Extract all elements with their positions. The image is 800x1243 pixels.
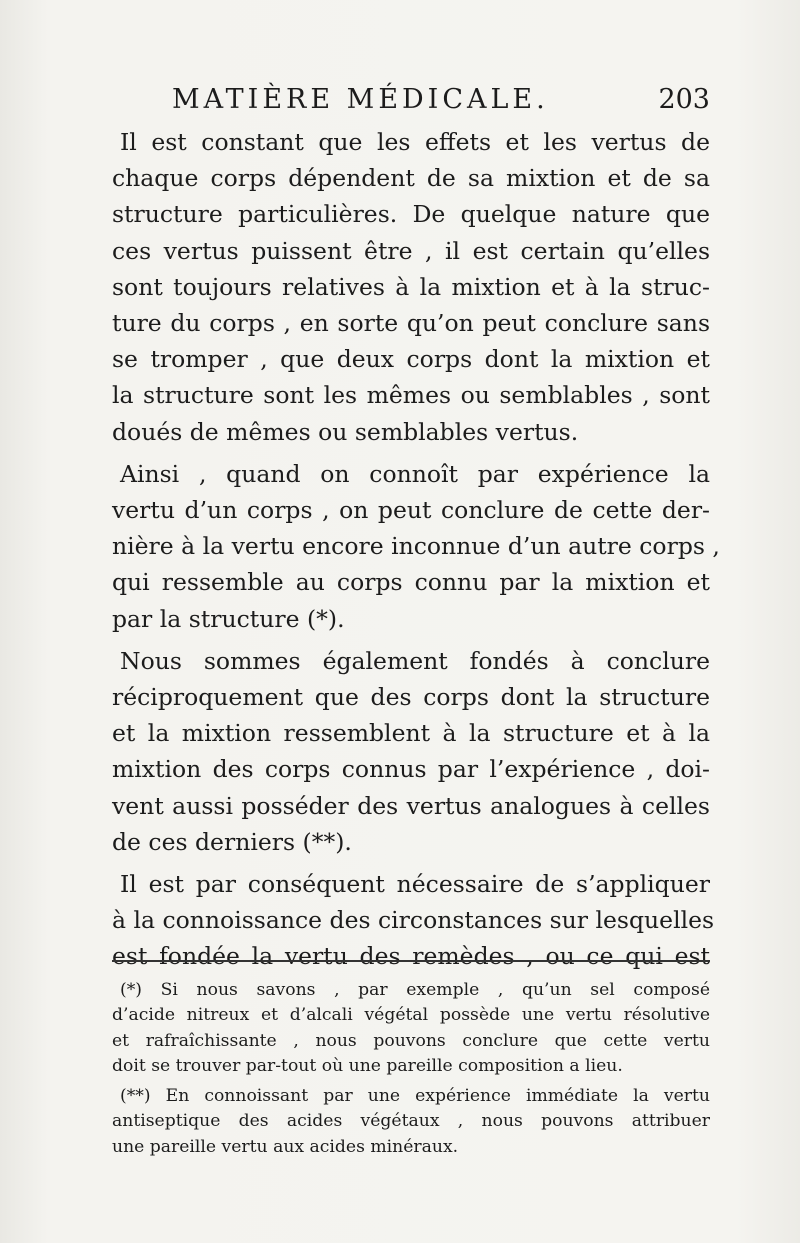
text-line: de ces derniers (**). (112, 827, 352, 856)
text-line: structure particulières. De quelque nature que (112, 200, 710, 229)
text-line: Il est constant que les effets et les vertus de (120, 128, 710, 156)
text-line: doués de mêmes ou semblables vertus. (112, 417, 579, 446)
footnote-line: antiseptique des acides végétaux , nous pouvons attribuer (112, 1111, 710, 1132)
footnote-line: (**) En connoissant par une expérience immédiate la vertu (120, 1086, 710, 1107)
main-text (112, 124, 720, 981)
footnote-line: une pareille vertu aux acides minéraux. (112, 1136, 459, 1157)
text-line: sont toujours relatives à la mixtion et à la struc- (112, 272, 710, 301)
text-line: se tromper , que deux corps dont la mixtion et (112, 345, 710, 374)
paragraph-4 (112, 866, 715, 975)
text-line: chaque corps dépendent de sa mixtion et de sa (112, 164, 710, 193)
text-line: ces vertus puissent être , il est certain qu’elles (112, 236, 710, 265)
text-line: à la connoissance des circonstances sur lesquelles (112, 906, 715, 935)
paragraph-3 (112, 643, 710, 860)
text-line: et la mixtion ressemblent à la structure et à la (112, 719, 710, 748)
footnote-rule (112, 960, 710, 962)
text-line: Ainsi , quand on connoît par expérience la (120, 459, 710, 488)
text-line: vertu d’un corps , on peut conclure de cette der- (112, 496, 710, 525)
text-line: ture du corps , en sorte qu’on peut conclure sans (112, 309, 710, 338)
paragraph-2 (112, 456, 720, 637)
text-line: mixtion des corps connus par l’expérience , doi- (112, 755, 710, 784)
text-line: Nous sommes également fondés à conclure (120, 646, 710, 675)
footnote-line: et rafraîchissante , nous pouvons conclure que cette vertu (112, 1030, 710, 1051)
footnote-line: (*) Si nous savons , par exemple , qu’un sel composé (120, 980, 710, 1000)
text-line: par la structure (*). (112, 604, 345, 633)
footnote-line: d’acide nitreux et d’alcali végétal possède une vertu résolutive (112, 1005, 710, 1026)
page-header (112, 84, 710, 124)
text-line: Il est par conséquent nécessaire de s’appliquer (120, 870, 710, 899)
text-line: vent aussi posséder des vertus analogues à celles (112, 791, 710, 820)
footnotes (112, 978, 710, 1165)
footnote-1 (112, 978, 710, 1079)
text-line: réciproquement que des corps dont la structure (112, 683, 710, 712)
text-line: qui ressemble au corps connu par la mixtion et (112, 568, 710, 597)
footnote-2 (112, 1084, 710, 1160)
footnote-line: doit se trouver par-tout où une pareille composition a lieu. (112, 1055, 623, 1076)
text-line: la structure sont les mêmes ou semblables , sont (112, 381, 710, 410)
text-line: nière à la vertu encore inconnue d’un autre corps , (112, 532, 720, 561)
page-number: 203 (658, 84, 710, 115)
running-head: MATIÈRE MÉDICALE. (172, 84, 549, 115)
paragraph-1 (112, 124, 710, 450)
text-line: est fondée la vertu des remèdes , ou ce qui est (112, 942, 710, 971)
